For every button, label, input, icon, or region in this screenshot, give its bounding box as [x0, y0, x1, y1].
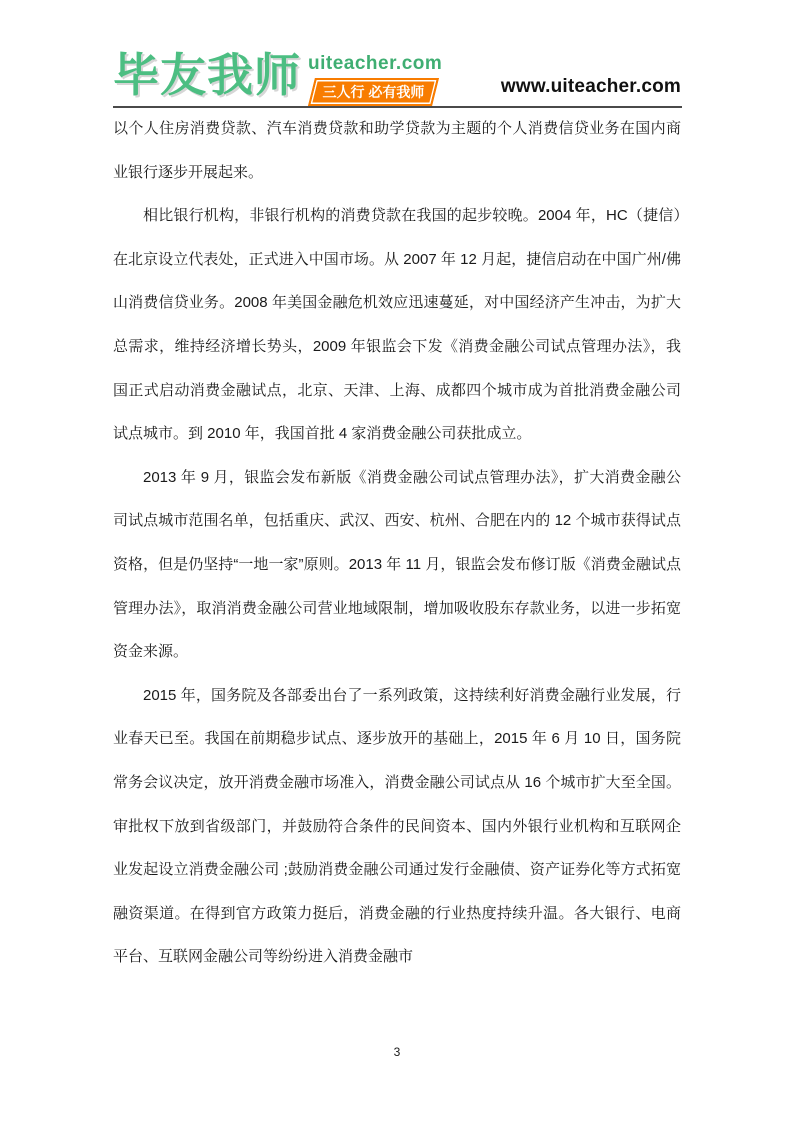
logo-slogan-badge: [308, 78, 439, 106]
website-url: www.uiteacher.com: [500, 76, 681, 97]
paragraph-2: 相比银行机构，非银行机构的消费贷款在我国的起步较晚。2004 年，HC（捷信）在北京设立代表处，正式进入中国市场。从 2007 年 12 月起，捷信启动在中国广州/佛山消费信贷业务。2008 年美国金融危机效应迅速蔓延，对中国经济产生冲击，为扩大总需求，维持经济增长势头，2009 年银监会下发《消费金融公司试点管理办法》，我国正式启动消费金融试点，北京、天津、上海、成都四个城市成为首批消费金融公司试点城市。到 2010 年，我国首批 4 家消费金融公司获批成立。: [113, 207, 681, 443]
site-logo: [113, 47, 442, 106]
paragraph-1: 以个人住房消费贷款、汽车消费贷款和助学贷款为主题的个人消费信贷业务在国内商业银行逐步开展起来。: [113, 120, 681, 181]
page-number: 3: [393, 1045, 401, 1059]
logo-domain-text: uiteacher.com: [308, 53, 443, 74]
paragraph-4: 2015 年，国务院及各部委出台了一系列政策，这持续利好消费金融行业发展，行业春天已至。我国在前期稳步试点、逐步放开的基础上，2015 年 6 月 10 日，国务院常务会议决定，放开消费金融市场准入，消费金融公司试点从 16 个城市扩大至全国。审批权下放到省级部门，并鼓励符合条件的民间资本、国内外银行业机构和互联网企业发起设立消费金融公司 ;鼓励消费金融公司通过发行金融债、资产证券化等方式拓宽融资渠道。在得到官方政策力挺后，消费金融的行业热度持续升温。各大银行、电商平台、互联网金融公司等纷纷进入消费金融市: [113, 686, 681, 966]
page-footer: [0, 1043, 794, 1061]
logo-slogan-text: 三人行 必有我师: [322, 84, 425, 100]
page-header: [113, 42, 681, 106]
logo-right-block: [308, 53, 442, 106]
paragraph-3: 2013 年 9 月，银监会发布新版《消费金融公司试点管理办法》，扩大消费金融公司试点城市范围名单，包括重庆、武汉、西安、杭州、合肥在内的 12 个城市获得试点资格，但是仍坚持“一地一家”原则。2013 年 11 月，银监会发布修订版《消费金融试点管理办法》，取消消费金融公司营业地域限制，增加吸收股东存款业务，以进一步拓宽资金来源。: [113, 468, 681, 661]
document-body: [113, 107, 681, 979]
logo-brand-text: 毕友我师: [113, 49, 301, 101]
